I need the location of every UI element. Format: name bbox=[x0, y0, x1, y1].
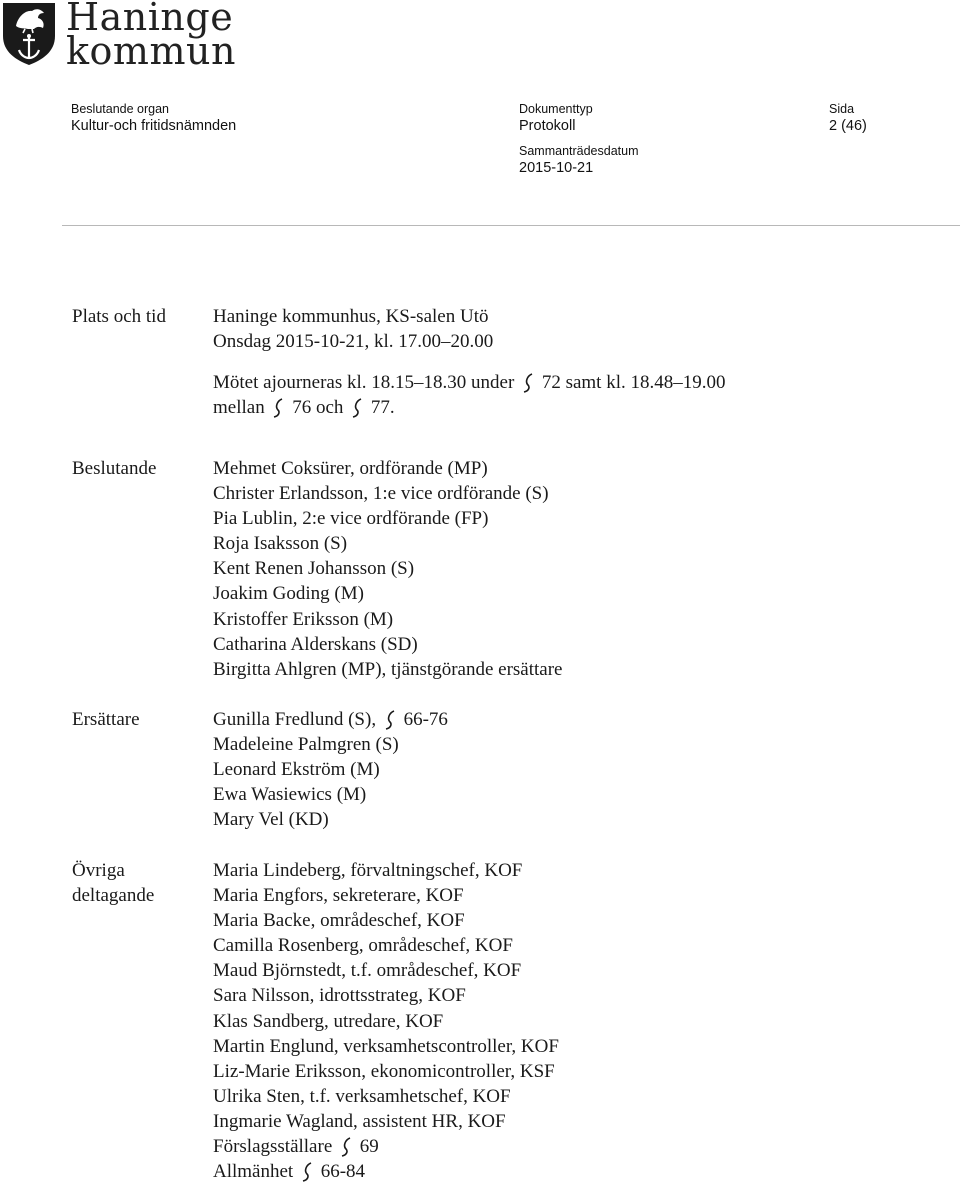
list-item: Sara Nilsson, idrottsstrateg, KOF bbox=[213, 985, 466, 1007]
other-participants-label-line1: Övriga bbox=[72, 860, 125, 881]
logo-name-line2: kommun bbox=[66, 29, 236, 73]
public-label: Allmänhet bbox=[213, 1161, 294, 1183]
list-item bbox=[213, 707, 953, 732]
place-time-body bbox=[213, 304, 953, 420]
list-item: Ulrika Sten, t.f. verksamhetschef, KOF bbox=[213, 1085, 511, 1107]
page-value: 2 (46) bbox=[829, 118, 867, 134]
list-item: Madeleine Palmgren (S) bbox=[213, 734, 399, 756]
list-item: Christer Erlandsson, 1:e vice ordförande (S) bbox=[213, 483, 549, 505]
other-participants-list bbox=[213, 858, 953, 1184]
substitute-name: Gunilla Fredlund (S), bbox=[213, 709, 377, 730]
list-item: Maria Backe, områdeschef, KOF bbox=[213, 910, 465, 932]
adjournment-text-e: 77. bbox=[370, 397, 395, 419]
list-item: Pia Lublin, 2:e vice ordförande (FP) bbox=[213, 508, 489, 530]
list-item bbox=[213, 1159, 953, 1184]
list-item: Mehmet Coksürer, ordförande (MP) bbox=[213, 458, 488, 479]
venue-line: Haninge kommunhus, KS-salen Utö bbox=[213, 306, 489, 327]
adjournment-line-2 bbox=[213, 395, 953, 420]
list-item: Catharina Alderskans (SD) bbox=[213, 633, 418, 655]
header-organ bbox=[71, 101, 236, 135]
logo-name-line1: Haninge bbox=[66, 0, 234, 39]
list-item: Kristoffer Eriksson (M) bbox=[213, 608, 394, 630]
paragraph-icon bbox=[521, 370, 535, 395]
public-paragraphs: 66-84 bbox=[320, 1161, 366, 1183]
date-time-line: Onsdag 2015-10-21, kl. 17.00–20.00 bbox=[213, 331, 494, 353]
doctype-label: Dokumenttyp bbox=[519, 102, 593, 116]
meeting-date-label: Sammanträdesdatum bbox=[519, 144, 639, 158]
substitute-paragraphs: 66-76 bbox=[403, 709, 448, 730]
organ-value: Kultur-och fritidsnämnden bbox=[71, 118, 237, 134]
paragraph-icon bbox=[300, 1159, 314, 1184]
list-item: Martin Englund, verksamhetscontroller, KOF bbox=[213, 1035, 559, 1057]
list-item bbox=[213, 1134, 953, 1159]
paragraph-icon bbox=[271, 395, 285, 420]
decision-makers-label: Beslutande bbox=[72, 458, 157, 479]
list-item: Leonard Ekström (M) bbox=[213, 759, 380, 781]
other-participants-label bbox=[72, 858, 202, 908]
header-doctype bbox=[519, 101, 593, 135]
adjournment-text-c: mellan bbox=[213, 397, 265, 419]
list-item: Klas Sandberg, utredare, KOF bbox=[213, 1010, 444, 1032]
list-item: Liz-Marie Eriksson, ekonomicontroller, KSF bbox=[213, 1060, 555, 1082]
list-item: Roja Isaksson (S) bbox=[213, 533, 348, 555]
adjournment-text-a: Mötet ajourneras kl. 18.15–18.30 under bbox=[213, 372, 515, 394]
adjournment-text-b: 72 samt kl. 18.48–19.00 bbox=[541, 372, 726, 394]
decision-makers-list bbox=[213, 456, 953, 682]
list-item: Kent Renen Johansson (S) bbox=[213, 558, 415, 580]
list-item: Joakim Goding (M) bbox=[213, 583, 364, 605]
list-item: Mary Vel (KD) bbox=[213, 809, 329, 831]
substitutes-list bbox=[213, 707, 953, 832]
list-item: Maud Björnstedt, t.f. områdeschef, KOF bbox=[213, 960, 522, 982]
page-label: Sida bbox=[829, 102, 855, 116]
list-item: Maria Lindeberg, förvaltningschef, KOF bbox=[213, 860, 523, 881]
list-item: Birgitta Ahlgren (MP), tjänstgörande ersättare bbox=[213, 658, 563, 680]
paragraph-icon bbox=[339, 1134, 353, 1159]
proposer-label: Förslagsställare bbox=[213, 1136, 333, 1158]
adjournment-line bbox=[213, 370, 953, 395]
coat-of-arms-icon bbox=[2, 2, 56, 66]
organ-label: Beslutande organ bbox=[71, 102, 169, 116]
adjournment-text-d: 76 och bbox=[292, 397, 344, 419]
list-item: Maria Engfors, sekreterare, KOF bbox=[213, 885, 464, 907]
list-item: Camilla Rosenberg, områdeschef, KOF bbox=[213, 935, 513, 957]
header-page bbox=[829, 101, 867, 135]
header-meeting-date bbox=[519, 143, 639, 177]
header-divider bbox=[62, 225, 960, 226]
substitutes-label: Ersättare bbox=[72, 709, 140, 730]
other-participants-label-line2: deltagande bbox=[72, 885, 155, 907]
paragraph-icon bbox=[383, 707, 397, 732]
list-item: Ewa Wasiewics (M) bbox=[213, 784, 367, 806]
paragraph-icon bbox=[350, 395, 364, 420]
doctype-value: Protokoll bbox=[519, 118, 576, 134]
meeting-date-value: 2015-10-21 bbox=[519, 160, 594, 176]
place-time-label: Plats och tid bbox=[72, 306, 166, 327]
list-item: Ingmarie Wagland, assistent HR, KOF bbox=[213, 1110, 506, 1132]
municipality-logo bbox=[0, 0, 236, 74]
proposer-paragraph: 69 bbox=[359, 1136, 379, 1158]
